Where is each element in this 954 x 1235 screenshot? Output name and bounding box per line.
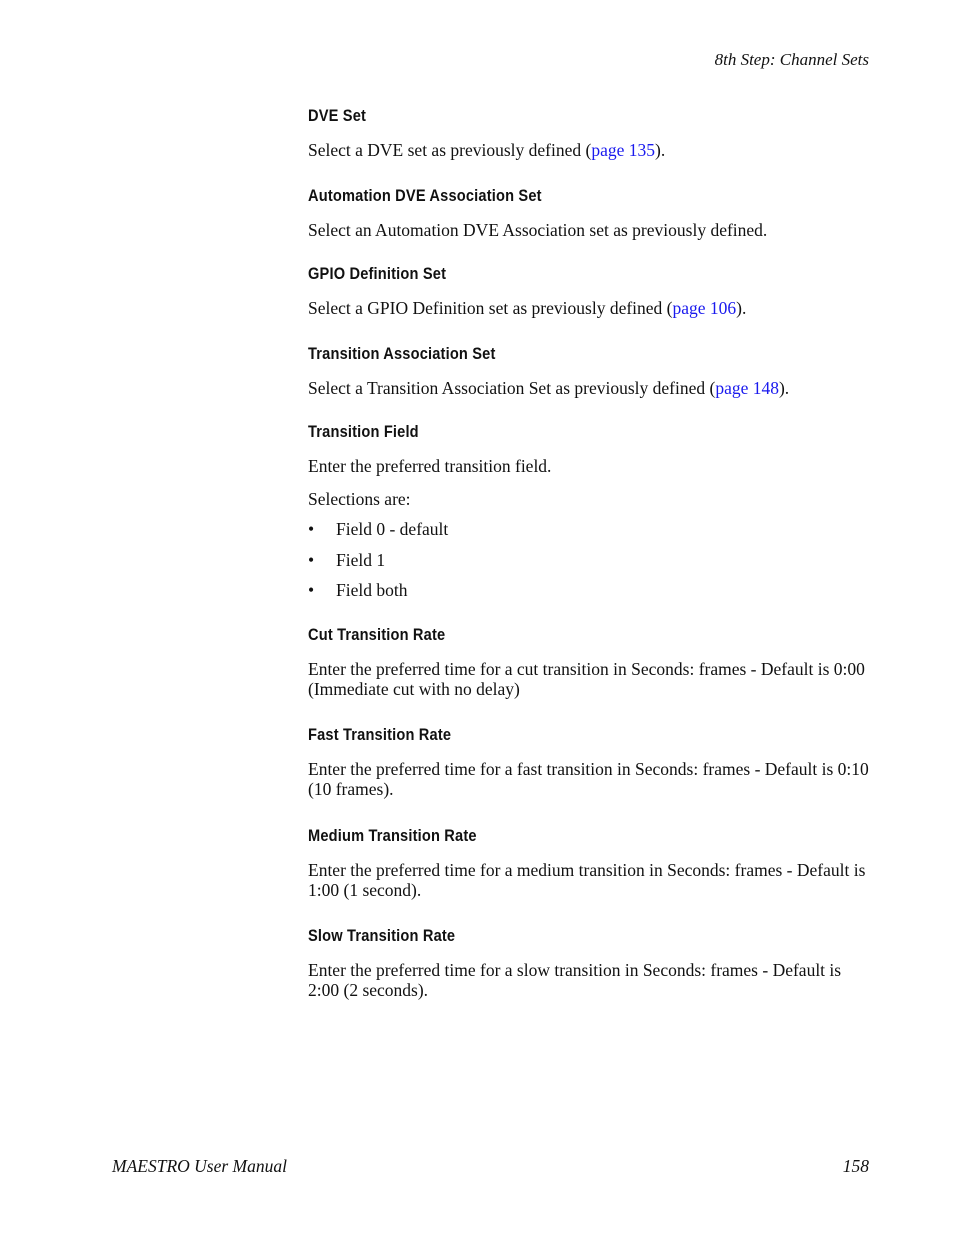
heading-fast-transition-rate: Fast Transition Rate	[308, 724, 452, 744]
heading-medium-transition-rate: Medium Transition Rate	[308, 825, 477, 845]
bullet-icon: •	[308, 519, 315, 539]
list-item: • Field 0 - default	[308, 519, 449, 539]
dve-set-description: Select a DVE set as previously defined (page 135).	[308, 140, 666, 160]
list-item: • Field both	[308, 580, 408, 600]
page-content	[308, 105, 873, 1001]
list-item: • Field 1	[308, 549, 386, 570]
heading-transition-association-set: Transition Association Set	[308, 343, 496, 363]
bullet-icon: •	[308, 580, 315, 600]
footer-page-number: 158	[842, 1156, 869, 1176]
running-header: 8th Step: Channel Sets	[714, 50, 869, 69]
transition-association-description: Select a Transition Association Set as previously defined (page 148).	[308, 377, 790, 398]
slow-rate-description: Enter the preferred time for a slow transition in Seconds: frames - Default is 2:00 (2 seconds).	[308, 959, 842, 1000]
heading-slow-transition-rate: Slow Transition Rate	[308, 925, 456, 945]
fast-rate-description: Enter the preferred time for a fast transition in Seconds: frames - Default is 0:10 (10 frames).	[308, 758, 869, 799]
cut-rate-description: Enter the preferred time for a cut transition in Seconds: frames - Default is 0:00 (Immediate cut with no delay)	[308, 658, 865, 699]
page-148-link[interactable]: page 148	[715, 377, 779, 398]
page-135-link[interactable]: page 135	[591, 140, 655, 160]
transition-field-list	[308, 519, 873, 601]
heading-cut-transition-rate: Cut Transition Rate	[308, 624, 446, 644]
gpio-description: Select a GPIO Definition set as previously defined (page 106).	[308, 298, 747, 318]
page-106-link[interactable]: page 106	[672, 298, 737, 318]
bullet-icon: •	[308, 549, 315, 570]
heading-automation-dve-association-set: Automation DVE Association Set	[308, 185, 542, 205]
heading-gpio-definition-set: GPIO Definition Set	[308, 264, 447, 283]
heading-dve-set: DVE Set	[308, 106, 367, 125]
heading-transition-field: Transition Field	[308, 422, 419, 441]
medium-rate-description: Enter the preferred time for a medium transition in Seconds: frames - Default is 1:00 (1 second).	[308, 859, 866, 900]
transition-field-description: Enter the preferred transition field.	[308, 456, 552, 476]
selections-label: Selections are:	[308, 488, 411, 509]
footer-manual-title: MAESTRO User Manual	[112, 1156, 287, 1176]
automation-description: Select an Automation DVE Association set as previously defined.	[308, 219, 768, 240]
